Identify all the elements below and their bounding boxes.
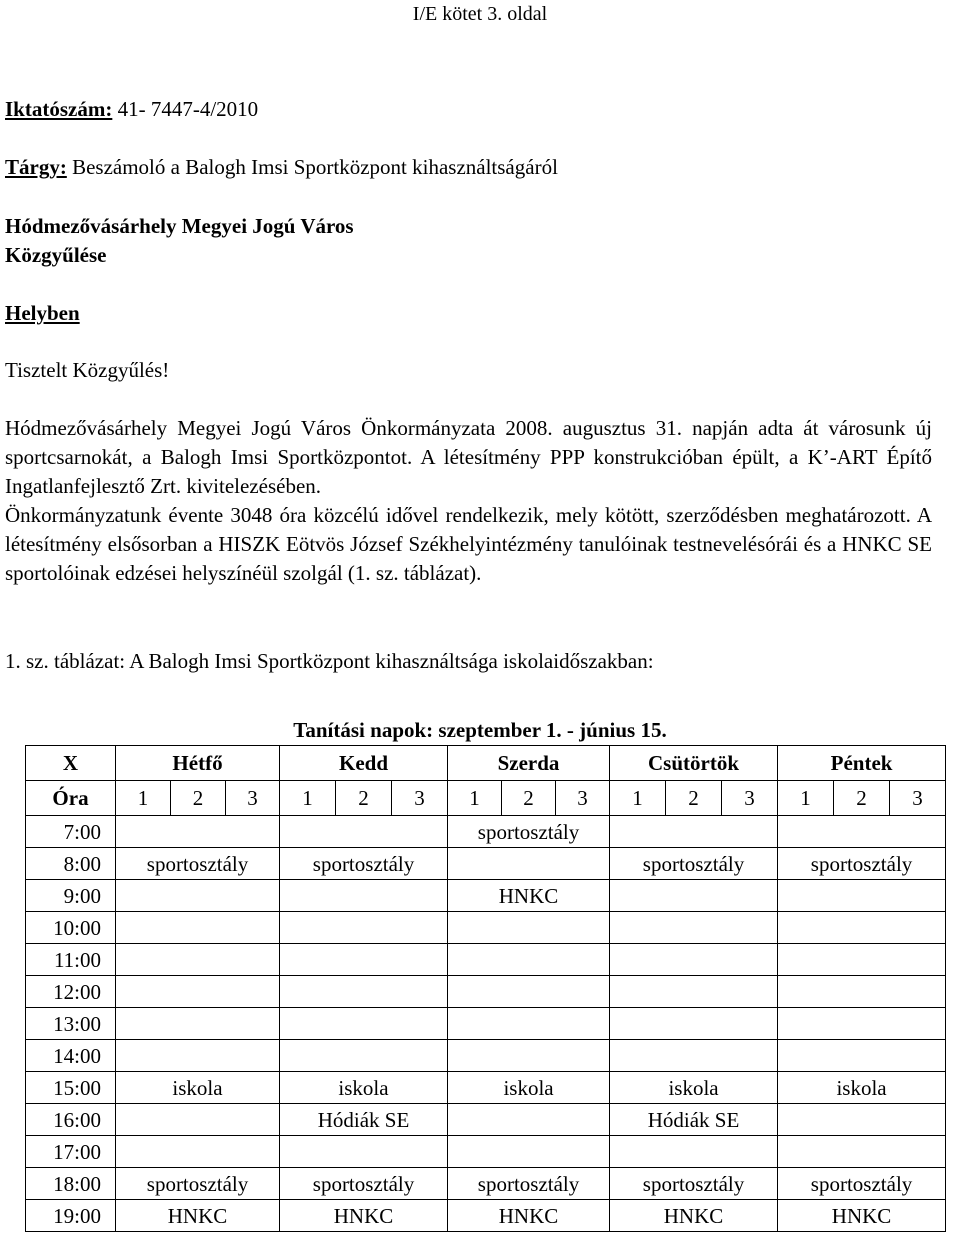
slot-thu_11 bbox=[610, 944, 778, 976]
slot-fri_16 bbox=[778, 1104, 946, 1136]
period-number: 1 bbox=[778, 781, 834, 816]
slot-mon_10 bbox=[116, 912, 280, 944]
slot-fri_9 bbox=[778, 880, 946, 912]
slot-fri_11 bbox=[778, 944, 946, 976]
slot-mon_11 bbox=[116, 944, 280, 976]
slot-thu_16: Hódiák SE bbox=[610, 1104, 778, 1136]
period-number: 1 bbox=[448, 781, 502, 816]
slot-thu_13 bbox=[610, 1008, 778, 1040]
slot-thu_8: sportosztály bbox=[610, 848, 778, 880]
slot-tue_13 bbox=[280, 1008, 448, 1040]
time-cell: 10:00 bbox=[26, 912, 116, 944]
slot-mon_13 bbox=[116, 1008, 280, 1040]
subject-line bbox=[5, 153, 932, 182]
slot-fri_13 bbox=[778, 1008, 946, 1040]
time-cell: 11:00 bbox=[26, 944, 116, 976]
period-number: 2 bbox=[336, 781, 392, 816]
slot-mon_12 bbox=[116, 976, 280, 1008]
table-row bbox=[26, 944, 946, 976]
slot-tue_19: HNKC bbox=[280, 1200, 448, 1232]
period-number: 2 bbox=[666, 781, 722, 816]
slot-thu_15: iskola bbox=[610, 1072, 778, 1104]
slot-tue_17 bbox=[280, 1136, 448, 1168]
slot-tue_14 bbox=[280, 1040, 448, 1072]
period-number: 3 bbox=[392, 781, 448, 816]
slot-wed_18: sportosztály bbox=[448, 1168, 610, 1200]
table-row bbox=[26, 1104, 946, 1136]
slot-tue_11 bbox=[280, 944, 448, 976]
table-row bbox=[26, 1200, 946, 1232]
slot-tue_7 bbox=[280, 816, 448, 848]
time-cell: 19:00 bbox=[26, 1200, 116, 1232]
slot-mon_7 bbox=[116, 816, 280, 848]
time-cell: 9:00 bbox=[26, 880, 116, 912]
time-cell: 17:00 bbox=[26, 1136, 116, 1168]
table-row bbox=[26, 1008, 946, 1040]
slot-fri_18: sportosztály bbox=[778, 1168, 946, 1200]
slot-mon_8: sportosztály bbox=[116, 848, 280, 880]
slot-thu_9 bbox=[610, 880, 778, 912]
reference-value: 41- 7447-4/2010 bbox=[117, 97, 259, 121]
table-row bbox=[26, 1072, 946, 1104]
table-caption: 1. sz. táblázat: A Balogh Imsi Sportközpont kihasználtsága iskolaidőszakban: bbox=[5, 649, 654, 673]
table-row bbox=[26, 880, 946, 912]
day-header-wed: Szerda bbox=[448, 746, 610, 781]
slot-tue_12 bbox=[280, 976, 448, 1008]
addressee-line-2: Közgyűlése bbox=[5, 243, 107, 267]
period-number: 2 bbox=[502, 781, 556, 816]
slot-fri_12 bbox=[778, 976, 946, 1008]
table-hour-row bbox=[26, 781, 946, 816]
period-number: 3 bbox=[226, 781, 280, 816]
period-number: 2 bbox=[171, 781, 226, 816]
table-row bbox=[26, 1136, 946, 1168]
subject-value: Beszámoló a Balogh Imsi Sportközpont kihasználtságáról bbox=[72, 155, 558, 179]
slot-thu_12 bbox=[610, 976, 778, 1008]
slot-fri_17 bbox=[778, 1136, 946, 1168]
time-cell: 16:00 bbox=[26, 1104, 116, 1136]
slot-tue_9 bbox=[280, 880, 448, 912]
hour-label: Óra bbox=[26, 781, 116, 816]
slot-thu_18: sportosztály bbox=[610, 1168, 778, 1200]
slot-mon_16 bbox=[116, 1104, 280, 1136]
day-header-tue: Kedd bbox=[280, 746, 448, 781]
time-cell: 12:00 bbox=[26, 976, 116, 1008]
table-header-row bbox=[26, 746, 946, 781]
table-row bbox=[26, 1168, 946, 1200]
slot-tue_18: sportosztály bbox=[280, 1168, 448, 1200]
time-cell: 15:00 bbox=[26, 1072, 116, 1104]
corner-cell: X bbox=[26, 746, 116, 781]
period-number: 3 bbox=[890, 781, 946, 816]
slot-fri_7 bbox=[778, 816, 946, 848]
schedule-table bbox=[25, 745, 946, 1232]
slot-thu_7 bbox=[610, 816, 778, 848]
slot-wed_9: HNKC bbox=[448, 880, 610, 912]
slot-wed_11 bbox=[448, 944, 610, 976]
slot-wed_7: sportosztály bbox=[448, 816, 610, 848]
slot-wed_8 bbox=[448, 848, 610, 880]
period-number: 1 bbox=[116, 781, 171, 816]
period-number: 1 bbox=[280, 781, 336, 816]
paragraph-1: Hódmezővásárhely Megyei Jogú Város Önkormányzata 2008. augusztus 31. napján adta át városunk új sportcsarnokát, a Balogh Imsi Sportközpontot. A létesítmény PPP konstrukcióban épült, a K’-ART Építő Ingatlanfejlesztő Zrt. kivitelezésében. bbox=[5, 416, 932, 498]
slot-tue_15: iskola bbox=[280, 1072, 448, 1104]
slot-wed_12 bbox=[448, 976, 610, 1008]
table-row bbox=[26, 816, 946, 848]
slot-mon_18: sportosztály bbox=[116, 1168, 280, 1200]
slot-fri_19: HNKC bbox=[778, 1200, 946, 1232]
slot-mon_17 bbox=[116, 1136, 280, 1168]
slot-thu_10 bbox=[610, 912, 778, 944]
table-title: Tanítási napok: szeptember 1. - június 15. bbox=[293, 718, 667, 742]
slot-fri_14 bbox=[778, 1040, 946, 1072]
time-cell: 14:00 bbox=[26, 1040, 116, 1072]
slot-wed_14 bbox=[448, 1040, 610, 1072]
slot-mon_15: iskola bbox=[116, 1072, 280, 1104]
paragraph-2: Önkormányzatunk évente 3048 óra közcélú idővel rendelkezik, mely kötött, szerződésben meghatározott. A létesítmény elsősorban a HISZK Eötvös József Székhelyintézmény tanulóinak testnevelésórái és a HNKC SE sportolóinak edzései helyszínéül szolgál (1. sz. táblázat). bbox=[5, 503, 932, 585]
slot-mon_14 bbox=[116, 1040, 280, 1072]
period-number: 2 bbox=[834, 781, 890, 816]
day-header-mon: Hétfő bbox=[116, 746, 280, 781]
addressee-place: Helyben bbox=[5, 301, 80, 325]
slot-mon_9 bbox=[116, 880, 280, 912]
addressee-line-1: Hódmezővásárhely Megyei Jogú Város bbox=[5, 214, 354, 238]
period-number: 1 bbox=[610, 781, 666, 816]
slot-thu_19: HNKC bbox=[610, 1200, 778, 1232]
slot-wed_10 bbox=[448, 912, 610, 944]
slot-mon_19: HNKC bbox=[116, 1200, 280, 1232]
slot-wed_15: iskola bbox=[448, 1072, 610, 1104]
time-cell: 8:00 bbox=[26, 848, 116, 880]
table-row bbox=[26, 1040, 946, 1072]
period-number: 3 bbox=[556, 781, 610, 816]
reference-line bbox=[5, 95, 932, 124]
table-row bbox=[26, 976, 946, 1008]
slot-fri_15: iskola bbox=[778, 1072, 946, 1104]
period-number: 3 bbox=[722, 781, 778, 816]
table-row bbox=[26, 912, 946, 944]
slot-fri_10 bbox=[778, 912, 946, 944]
salutation: Tisztelt Közgyűlés! bbox=[5, 358, 170, 382]
table-row bbox=[26, 848, 946, 880]
slot-wed_19: HNKC bbox=[448, 1200, 610, 1232]
slot-wed_13 bbox=[448, 1008, 610, 1040]
slot-fri_8: sportosztály bbox=[778, 848, 946, 880]
subject-label: Tárgy: bbox=[5, 155, 67, 179]
slot-tue_8: sportosztály bbox=[280, 848, 448, 880]
time-cell: 13:00 bbox=[26, 1008, 116, 1040]
slot-tue_10 bbox=[280, 912, 448, 944]
page-number: I/E kötet 3. oldal bbox=[412, 3, 548, 25]
slot-thu_14 bbox=[610, 1040, 778, 1072]
slot-tue_16: Hódiák SE bbox=[280, 1104, 448, 1136]
time-cell: 7:00 bbox=[26, 816, 116, 848]
slot-thu_17 bbox=[610, 1136, 778, 1168]
slot-wed_17 bbox=[448, 1136, 610, 1168]
day-header-fri: Péntek bbox=[778, 746, 946, 781]
day-header-thu: Csütörtök bbox=[610, 746, 778, 781]
slot-wed_16 bbox=[448, 1104, 610, 1136]
time-cell: 18:00 bbox=[26, 1168, 116, 1200]
reference-label: Iktatószám: bbox=[5, 97, 113, 121]
